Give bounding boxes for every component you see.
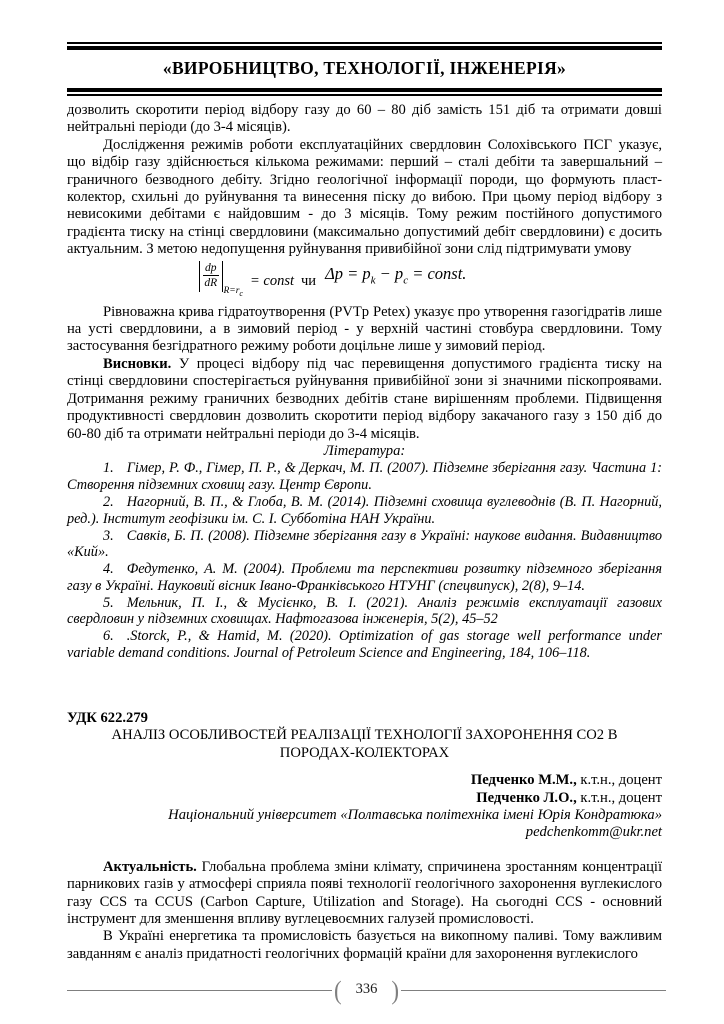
fraction-dp-dR [203, 262, 219, 289]
fraction-numerator: dp [203, 262, 219, 276]
relevance-label: Актуальність. [103, 858, 197, 875]
literature-heading: Література: [323, 442, 406, 459]
reference-item [67, 561, 662, 595]
reference-text: Федутенко, А. М. (2004). Проблеми та перспективи розвитку підземного зберігання газу в Україні. Науковий вісник Івано-Франківського НТУНГ (спецвипуск), 2(8), 9–14. [67, 561, 662, 594]
pressure-gradient-formula [199, 262, 662, 302]
footer-rule-right [401, 990, 666, 992]
author-degree: к.т.н., доцент [576, 789, 662, 806]
reference-text: Гімер, Р. Ф., Гімер, П. Р., & Деркач, М. П. (2007). Підземне зберігання газу. Частина 1: Створення підземних сховищ газу. Центр Європи. [67, 460, 662, 494]
footer-bracket-right: ) [391, 976, 400, 1005]
reference-item [67, 460, 662, 494]
author-line [67, 790, 662, 807]
reference-item [67, 595, 662, 629]
author-line [67, 772, 662, 789]
evaluation-subscript: $R=r_c$ [223, 286, 243, 298]
reference-item [67, 528, 662, 562]
absolute-value-bars [199, 261, 223, 292]
fraction-denominator: dR [204, 277, 218, 290]
paragraph-research-modes: Дослідження режимів роботи експлуатаційних свердловин Солохівського ПСГ указує, що відбір газу здійснюється кількома режимами: перший – сталі дебіти та завершальний – граничного безводного дебіту. Згідно геологічної інформації породи, що формують пласт-колектор, схильні до руйнування та винесення піску до вибою. При цьому період відбору з невисокими дебітами є найдовшим - до 3 місяців. Тому режим постійного допустимого градієнта тиску на стінці свердловини (максимально допустимий дебіт свердловини) є досить актуальним. З метою недопущення руйнування привибійної зони слід підтримувати умову [67, 136, 662, 258]
footer-bracket-left: ( [333, 976, 342, 1005]
equals-const: = const [249, 272, 295, 289]
authors-block [67, 772, 662, 842]
reference-text: Мельник, П. І., & Мусієнко, В. І. (2021). Аналіз режимів експлуатації газових свердловин у підземних сховищах. Нафтогазова інженерія, 5(2), 45–52 [67, 594, 662, 628]
page-footer [67, 976, 666, 1005]
reference-number: 2. [103, 493, 114, 510]
reference-item [67, 494, 662, 528]
journal-header-banner [67, 42, 662, 96]
paragraph-conclusions: Висновки. У процесі відбору під час перевищення допустимого градієнта тиску на стінці свердловини спостерігається руйнування привибійної зони зі значними піскопроявами. Дотримання режиму граничних безводних дебітів стане вирішенням проблеми. Підвищення продуктивності свердловин дозволить скоротити період відбору закачаного газу з 150 діб до 60-80 діб та отримати нейтральні періоди до 3-4 місяців. [67, 355, 662, 442]
delta-p-expression: $\Delta p = p_k - p_c$ = const. [325, 264, 467, 287]
author-name: Педченко М.М., [470, 772, 577, 789]
reference-number: 4. [103, 561, 114, 578]
paragraph-ukraine-energy: В Україні енергетика та промисловість базується на викопному паливі. Тому важливим завданням є аналіз придатності геологічних формацій країни для захоронення вуглекислого [67, 928, 662, 962]
reference-number: 3. [103, 527, 114, 544]
journal-title: «ВИРОБНИЦТВО, ТЕХНОЛОГІЇ, ІНЖЕНЕРІЯ» [67, 46, 662, 92]
reference-text: Савків, Б. П. (2008). Підземне зберігання газу в Україні: наукове видання. Видавництво «Кий». [67, 527, 662, 561]
paragraph-continuation: дозволить скоротити період відбору газу до 60 – 80 діб замість 151 діб та отримати довші нейтральні періоди (до 3-4 місяців). [67, 102, 662, 136]
udc-code: УДК 622.279 [67, 709, 148, 726]
abs-derivative-term [199, 261, 243, 302]
paragraph-relevance: Актуальність. Глобальна проблема зміни клімату, спричинена зростанням концентрації парникових газів у атмосфері сприяла появі технології геологічного захоронення вуглекислого газу CCS та CCUS (Carbon Capture, Utilization and Storage). На сьогодні CCS - основний інструмент для зменшення впливу вуглецевоємних галузей промисловості. [67, 858, 662, 927]
footer-rule-left [67, 990, 332, 992]
formula-connector-word: чи [301, 272, 317, 289]
reference-number: 5. [103, 594, 114, 611]
article-title: АНАЛІЗ ОСОБЛИВОСТЕЙ РЕАЛІЗАЦІЇ ТЕХНОЛОГІЇ ЗАХОРОНЕННЯ СО2 В ПОРОДАХ-КОЛЕКТОРАХ [111, 727, 618, 761]
author-degree: к.т.н., доцент [576, 772, 662, 789]
conclusions-label: Висновки. [103, 355, 172, 372]
author-name: Педченко Л.О., [476, 789, 577, 806]
page-body [67, 102, 662, 963]
author-email: pedchenkomm@ukr.net [525, 824, 662, 841]
reference-number: 1. [103, 460, 114, 477]
paragraph-hydrate-curve: Рівноважна крива гідратоутворення (PVTp Petex) указує про утворення газогідратів лише на усті свердловини, а в зимовий період - у верхній частині стовбура свердловини. Тому застосування безгідратного режиму роботи доцільне лише у зимовий період. [67, 303, 662, 355]
reference-text: .Storck, P., & Hamid, M. (2020). Optimization of gas storage well performance under variable demand conditions. Journal of Petroleum Science and Engineering, 184, 106–118. [67, 628, 662, 662]
author-affiliation: Національний університет «Полтавська політехніка імені Юрія Кондратюка» [168, 806, 662, 823]
reference-text: Нагорний, В. П., & Глоба, В. М. (2014). Підземні сховища вуглеводнів (В. П. Нагорний, ред.). Інститут геофізики ім. С. І. Субботіна НАН України. [67, 493, 662, 527]
reference-number: 6. [103, 628, 114, 645]
page-number: 336 [355, 981, 378, 997]
reference-item [67, 628, 662, 662]
